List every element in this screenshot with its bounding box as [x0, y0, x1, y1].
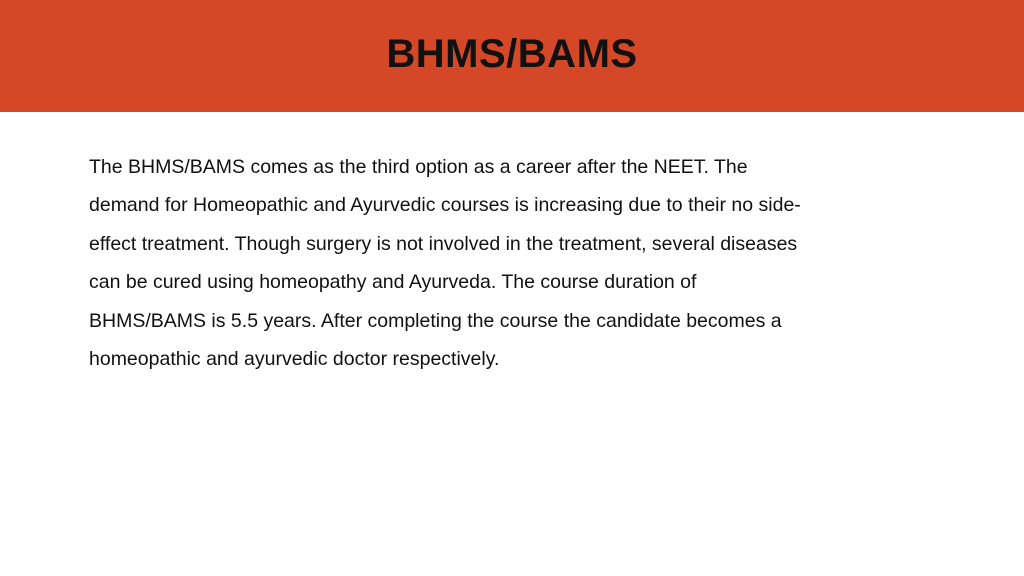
paragraph-line: can be cured using homeopathy and Ayurveda. The course duration of — [89, 271, 697, 294]
paragraph-line: The BHMS/BAMS comes as the third option as a career after the NEET. The — [89, 156, 748, 178]
paragraph-line: BHMS/BAMS is 5.5 years. After completing the course the candidate becomes a — [89, 309, 782, 332]
paragraph-line: homeopathic and ayurvedic doctor respectively. — [89, 348, 500, 371]
paragraph-line: effect treatment. Though surgery is not involved in the treatment, several diseases — [89, 232, 798, 255]
title-bar — [0, 0, 1024, 112]
body-paragraph — [89, 148, 889, 378]
paragraph-line: demand for Homeopathic and Ayurvedic courses is increasing due to their no side- — [89, 194, 801, 217]
slide-title: BHMS/BAMS — [386, 31, 638, 76]
